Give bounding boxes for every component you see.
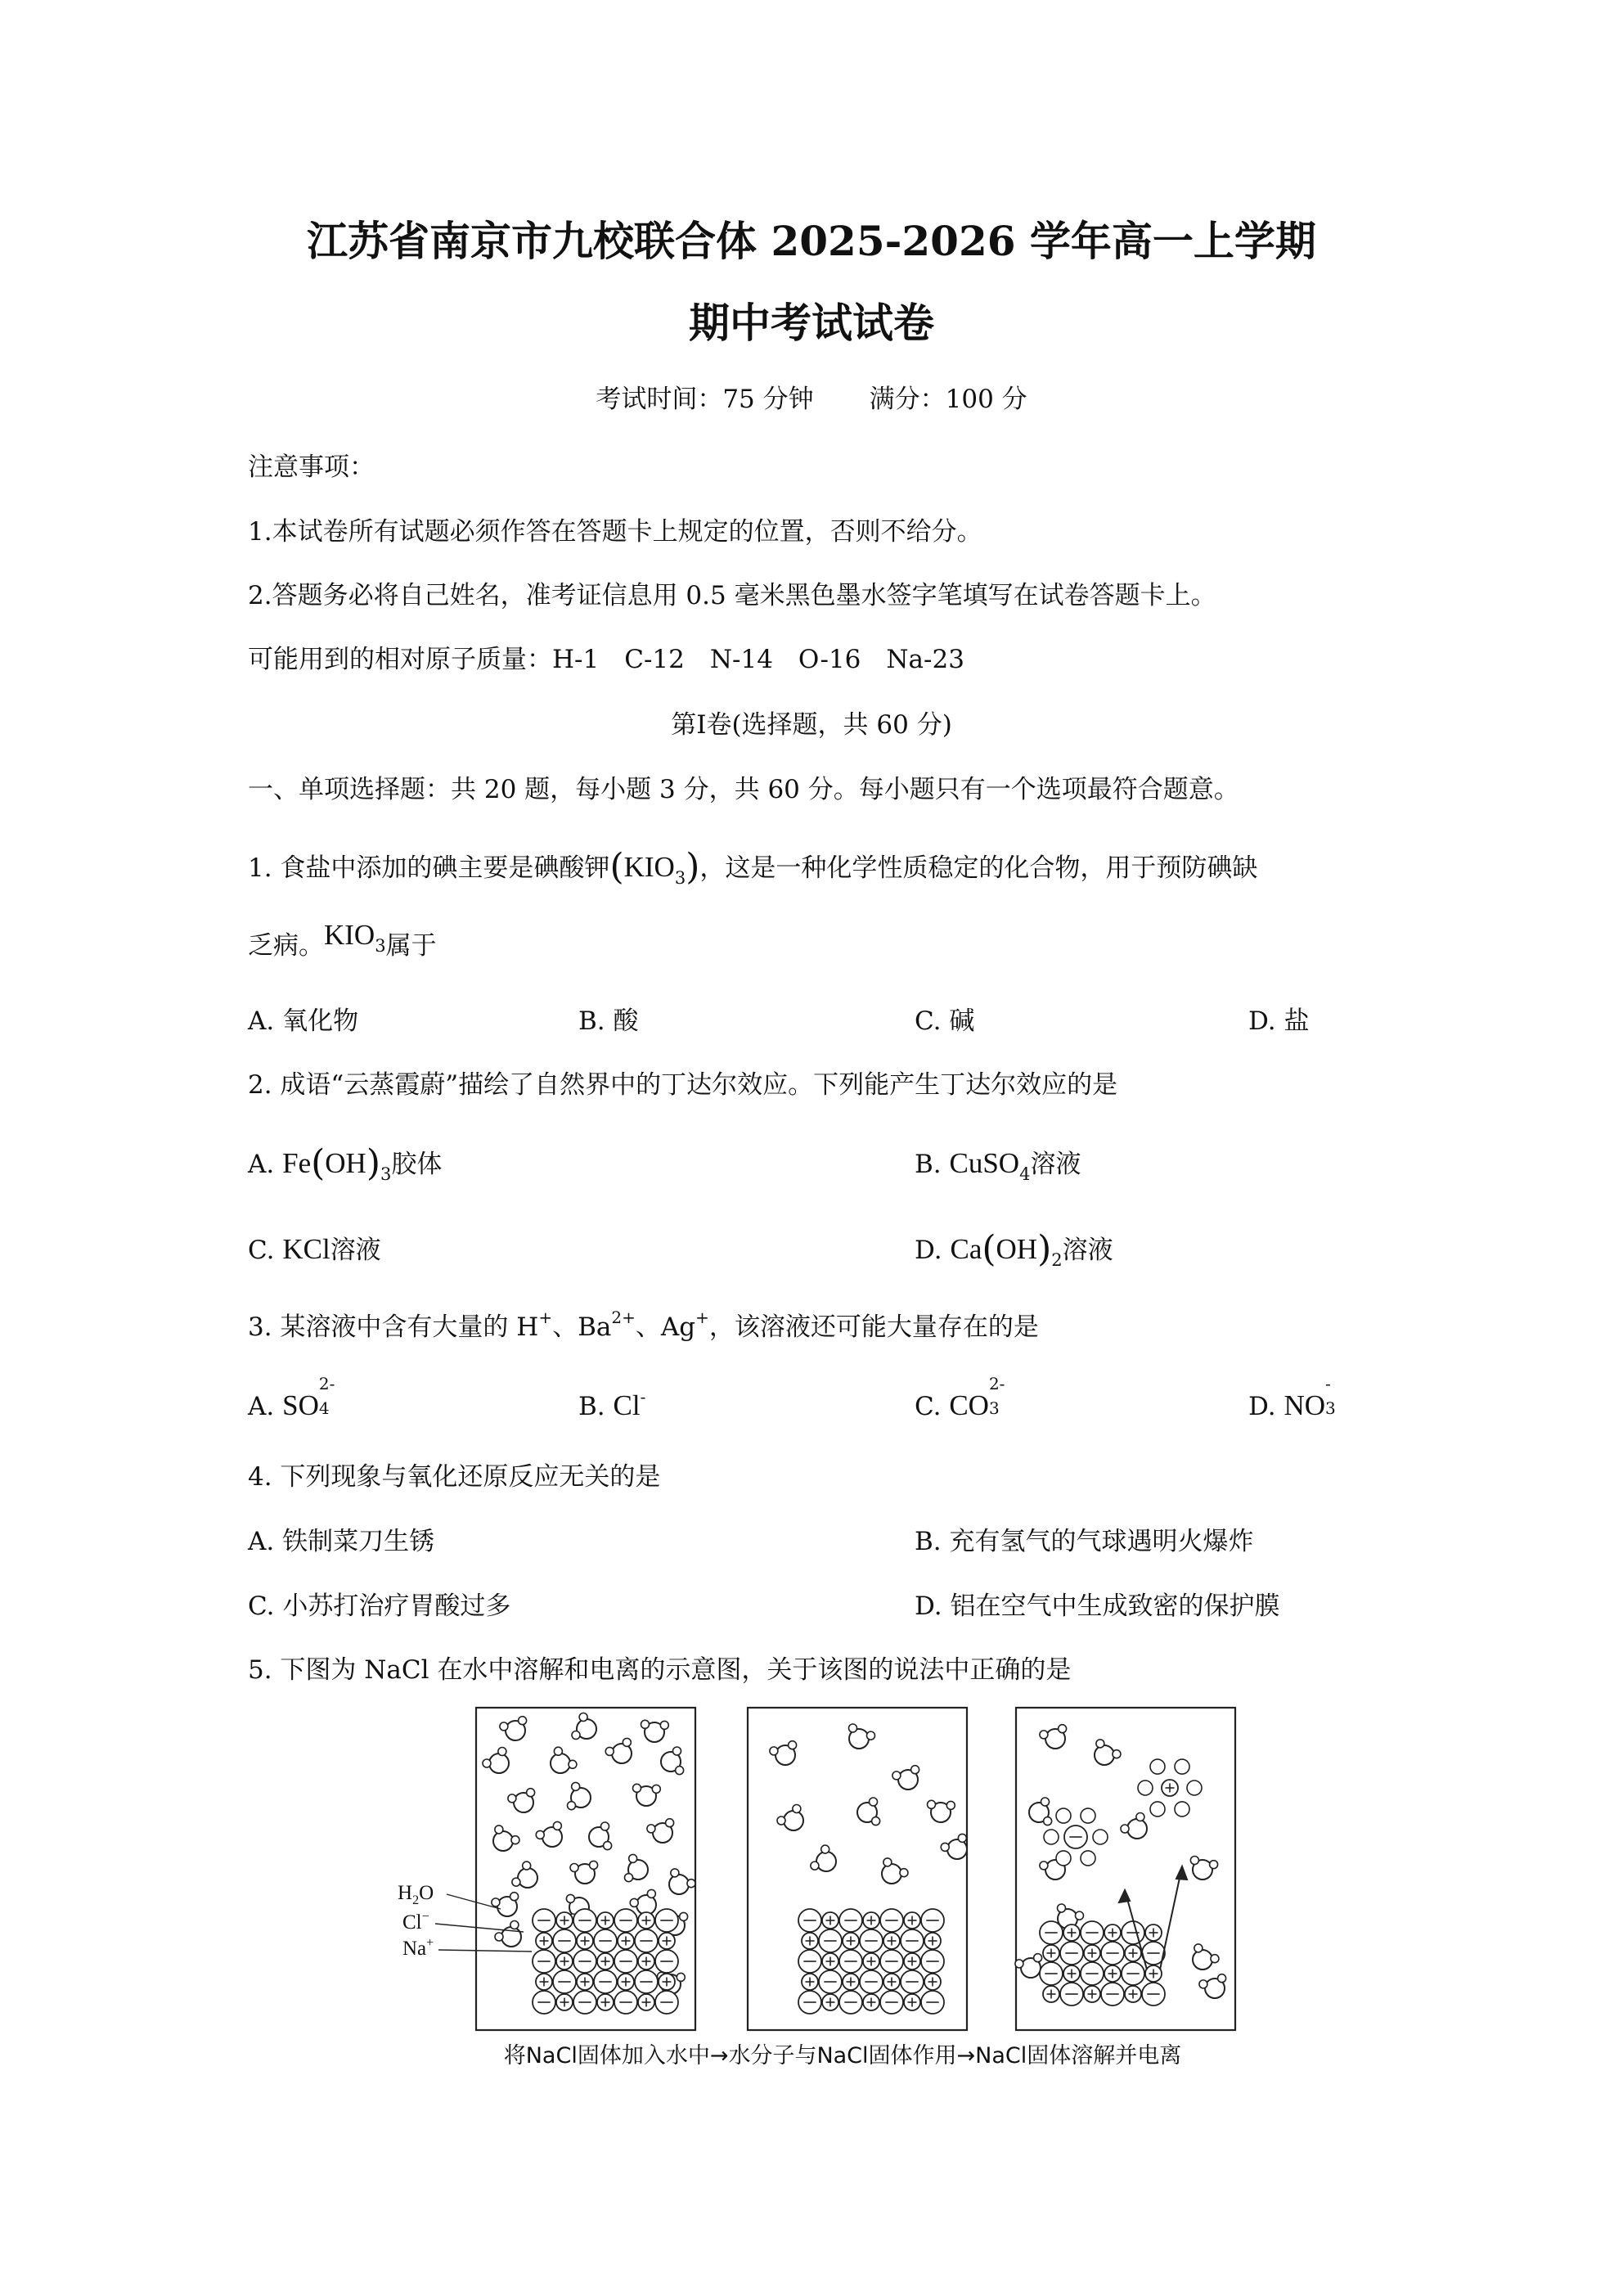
q3-option-c: C. CO 2- 3	[915, 1374, 1005, 1421]
hydration-water	[1175, 1759, 1189, 1774]
sodium-ion	[822, 1912, 838, 1929]
chloride-ion	[1122, 1962, 1144, 1985]
water-molecule	[492, 1893, 519, 1916]
q3-option-d: D. NO - 3	[1248, 1374, 1336, 1421]
water-molecule	[1193, 1944, 1219, 1970]
water-molecule	[661, 1747, 684, 1775]
sodium-ion	[802, 1974, 818, 1990]
sodium-ion	[618, 1974, 634, 1990]
hydration-water	[1187, 1781, 1202, 1795]
sodium-ion	[863, 1912, 879, 1929]
sodium-ion	[1145, 1965, 1162, 1982]
water-molecule	[811, 1845, 836, 1871]
hydration-water	[1081, 1808, 1095, 1823]
water-molecule	[892, 1766, 919, 1790]
water-molecule	[849, 1724, 875, 1749]
chloride-ion	[798, 1950, 821, 1973]
water-molecule	[647, 1819, 674, 1843]
sodium-ion	[863, 1953, 879, 1970]
water-molecule	[1029, 1798, 1052, 1826]
q1-option-c: C. 碱	[915, 1006, 975, 1036]
chloride-ion	[614, 1950, 637, 1973]
sodium-ion	[1084, 1945, 1100, 1961]
q4-option-a: A. 铁制菜刀生锈	[248, 1527, 435, 1556]
chloride-ion	[860, 1970, 883, 1993]
sodium-ion	[638, 1994, 654, 2010]
hydration-water	[1150, 1802, 1165, 1817]
chloride-ion	[1081, 1962, 1104, 1985]
water-molecule	[882, 1858, 908, 1884]
chloride-ion	[1060, 1942, 1083, 1965]
q4-option-b: B. 充有氢气的气球遇明火爆炸	[915, 1527, 1254, 1556]
water-molecule	[857, 1798, 880, 1826]
sodium-ion	[536, 1974, 552, 1990]
chloride-ion	[880, 1991, 903, 2014]
q2-option-b: B. CuSO$_4$溶液	[915, 1147, 1081, 1184]
water-molecule	[536, 1821, 562, 1847]
q4-option-d: D. 铝在空气中生成致密的保护膜	[915, 1591, 1280, 1621]
water-molecule	[928, 1800, 955, 1822]
water-molecule	[572, 1713, 596, 1740]
water-molecule	[1121, 1813, 1147, 1839]
sodium-ion	[863, 1994, 879, 2010]
sodium-ion	[556, 1994, 573, 2010]
chloride-ion	[880, 1909, 903, 1932]
q5-stem: 5. 下图为 NaCl 在水中溶解和电离的示意图，关于该图的说法中正确的是	[248, 1655, 1072, 1685]
sodium-ion	[802, 1933, 818, 1949]
note-item-1: 1.本试卷所有试题必须作答在答题卡上规定的位置，否则不给分。	[248, 517, 982, 547]
sodium-ion	[1063, 1965, 1080, 1982]
chloride-ion	[594, 1929, 617, 1952]
chloride-ion	[921, 1909, 944, 1932]
water-molecule	[1199, 1974, 1226, 1998]
sodium-ion	[1104, 1965, 1121, 1982]
sodium-ion	[1125, 1945, 1141, 1961]
water-molecule	[568, 1782, 591, 1809]
sodium-ion	[1162, 1780, 1178, 1796]
sodium-ion	[659, 1974, 675, 1990]
formula-kio3: KIO	[623, 851, 675, 883]
water-molecule	[589, 1822, 612, 1850]
water-molecule	[605, 1738, 632, 1763]
q3-option-b: B. Cl-	[578, 1387, 646, 1421]
chloride-ion	[1060, 1983, 1083, 2006]
q4-option-c: C. 小苏打治疗胃酸过多	[248, 1591, 511, 1621]
chloride-ion	[655, 1950, 678, 1973]
hydration-water	[1138, 1781, 1153, 1795]
exam-full-score: 满分：100 分	[869, 385, 1027, 414]
chloride-ion	[839, 1909, 862, 1932]
water-molecule	[1190, 1857, 1217, 1880]
sodium-ion	[1125, 1986, 1141, 2002]
chloride-ion	[921, 1950, 944, 1973]
water-molecule	[633, 1784, 661, 1806]
sodium-ion	[1084, 1986, 1100, 2002]
q2-option-a: A. $Fe(OH)_3$胶体	[248, 1142, 443, 1184]
label-h2o: $H_2O$	[398, 1882, 434, 1907]
exam-time: 考试时间：75 分钟	[596, 385, 814, 414]
hydration-water	[1056, 1808, 1071, 1823]
chloride-ion	[1064, 1826, 1087, 1848]
hydration-water	[1056, 1851, 1071, 1866]
nacl-crystal-lattice	[533, 1909, 1165, 2014]
hydrated-ions	[1044, 1759, 1202, 1866]
water-molecule	[570, 1861, 598, 1884]
sodium-ion	[1145, 1925, 1162, 1941]
volume-heading: 第Ⅰ卷(选择题，共 60 分)	[671, 710, 952, 740]
label-cl: Cl−	[402, 1910, 429, 1934]
chloride-ion	[635, 1929, 658, 1952]
water-molecule	[1040, 1725, 1067, 1749]
chloride-ion	[553, 1970, 576, 1993]
water-molecule	[551, 1747, 577, 1773]
chloride-ion	[860, 1929, 883, 1952]
chloride-ion	[553, 1929, 576, 1952]
water-molecule	[495, 1921, 521, 1947]
hydration-water	[1081, 1851, 1095, 1866]
chloride-ion	[594, 1970, 617, 1993]
sodium-ion	[638, 1953, 654, 1970]
chloride-ion	[573, 1909, 596, 1932]
chloride-ion	[839, 1991, 862, 2014]
sodium-ion	[577, 1933, 593, 1949]
q2-stem: 2. 成语“云蒸霞蔚”描绘了自然界中的丁达尔效应。下列能产生丁达尔效应的是	[248, 1070, 1118, 1100]
water-molecule	[493, 1826, 519, 1851]
sodium-ion	[843, 1933, 859, 1949]
sodium-ion	[904, 1912, 920, 1929]
chloride-ion	[1122, 1921, 1144, 1944]
sodium-ion	[924, 1933, 941, 1949]
part-instructions: 一、单项选择题：共 20 题，每小题 3 分，共 60 分。每小题只有一个选项最符合题意。	[248, 775, 1239, 804]
water-molecule	[669, 1869, 695, 1894]
chloride-ion	[655, 1991, 678, 2014]
water-molecule	[500, 1717, 527, 1740]
chloride-ion	[798, 1991, 821, 2014]
chloride-ion	[1142, 1983, 1165, 2006]
note-item-2: 2.答题务必将自己姓名，准考证信息用 0.5 毫米黑色墨水签字笔填写在试卷答题卡上。	[248, 581, 1216, 610]
sodium-ion	[924, 1974, 941, 1990]
notes-heading: 注意事项：	[248, 452, 375, 482]
sodium-ion	[556, 1953, 573, 1970]
chloride-ion	[798, 1909, 821, 1932]
q2-option-d: D. $Ca(OH)_2$溶液	[915, 1228, 1113, 1270]
water-molecule	[1015, 1954, 1042, 1978]
sodium-ion	[843, 1974, 859, 1990]
figure-labels	[398, 1882, 434, 1960]
q1-option-a: A. 氧化物	[248, 1006, 359, 1036]
chloride-ion	[839, 1950, 862, 1973]
q3-option-a: A. SO 2- 4	[248, 1374, 335, 1421]
label-na: Na+	[402, 1936, 434, 1960]
q1-option-b: B. 酸	[578, 1006, 639, 1036]
chloride-ion	[614, 1909, 637, 1932]
q2-option-c: C. KCl溶液	[248, 1233, 381, 1265]
sodium-ion	[822, 1953, 838, 1970]
hydration-water	[1044, 1830, 1059, 1844]
atomic-masses: 可能用到的相对原子质量：H-1 C-12 N-14 O-16 Na-23	[248, 645, 964, 674]
figure-caption: 将NaCl固体加入水中→水分子与NaCl固体作用→NaCl固体溶解并电离	[503, 2043, 1182, 2069]
q1-option-d: D. 盐	[1248, 1006, 1310, 1036]
q1-stem-line1: 1. 食盐中添加的碘主要是碘酸钾$(KIO_3)$，这是一种化学性质稳定的化合物，用于预防碘缺	[248, 846, 1258, 888]
sodium-ion	[1104, 1925, 1121, 1941]
water-molecule	[770, 1741, 797, 1765]
chloride-ion	[1040, 1962, 1063, 1985]
sodium-ion	[822, 1994, 838, 2010]
sodium-ion	[904, 1953, 920, 1970]
chloride-ion	[1040, 1921, 1063, 1944]
chloride-ion	[573, 1950, 596, 1973]
chloride-ion	[533, 1950, 555, 1973]
sodium-ion	[1063, 1925, 1080, 1941]
q4-stem: 4. 下列现象与氧化还原反应无关的是	[248, 1462, 661, 1492]
chloride-ion	[1081, 1921, 1104, 1944]
hydration-water	[1150, 1759, 1165, 1774]
sodium-ion	[883, 1933, 900, 1949]
water-molecule	[508, 1789, 535, 1812]
chloride-ion	[533, 1909, 555, 1932]
sodium-ion	[904, 1994, 920, 2010]
chloride-ion	[901, 1970, 924, 1993]
water-molecule	[641, 1720, 669, 1742]
water-molecule	[483, 1748, 509, 1773]
nacl-dissolution-figure	[384, 1706, 1268, 2082]
chloride-ion	[819, 1929, 842, 1952]
sodium-ion	[597, 1912, 614, 1929]
sodium-ion	[618, 1933, 634, 1949]
sodium-ion	[556, 1912, 573, 1929]
sodium-ion	[659, 1933, 675, 1949]
water-molecule	[777, 1805, 803, 1830]
sodium-ion	[1043, 1986, 1059, 2002]
water-molecule	[630, 1889, 656, 1915]
chloride-ion	[573, 1991, 596, 2014]
exam-title: 江苏省南京市九校联合体 2025-2026 学年高一上学期	[307, 217, 1316, 265]
chloride-ion	[819, 1970, 842, 1993]
chloride-ion	[635, 1970, 658, 1993]
water-molecule	[1095, 1740, 1121, 1765]
sodium-ion	[638, 1912, 654, 1929]
sodium-ion	[597, 1994, 614, 2010]
water-molecule	[941, 1834, 967, 1859]
chloride-ion	[880, 1950, 903, 1973]
hydration-water	[1175, 1802, 1189, 1817]
sodium-ion	[1043, 1945, 1059, 1961]
chloride-ion	[1101, 1942, 1124, 1965]
water-molecule	[512, 1862, 537, 1888]
hydration-water	[1093, 1830, 1108, 1844]
chloride-ion	[921, 1991, 944, 2014]
chloride-ion	[901, 1929, 924, 1952]
sodium-ion	[577, 1974, 593, 1990]
exam-subtitle: 期中考试试卷	[689, 299, 934, 347]
sodium-ion	[597, 1953, 614, 1970]
chloride-ion	[614, 1991, 637, 2014]
sodium-ion	[883, 1974, 900, 1990]
water-molecule	[625, 1854, 648, 1881]
q1-stem-line2: 乏病。KIO3属于	[248, 919, 437, 961]
chloride-ion	[533, 1991, 555, 2014]
chloride-ion	[655, 1909, 678, 1932]
chloride-ion	[1101, 1983, 1124, 2006]
q3-stem: 3. 某溶液中含有大量的 H+、$Ba^{2+}$、Ag+，该溶液还可能大量存在的是	[248, 1308, 1039, 1342]
exam-info	[0, 383, 1623, 416]
sodium-ion	[536, 1933, 552, 1949]
